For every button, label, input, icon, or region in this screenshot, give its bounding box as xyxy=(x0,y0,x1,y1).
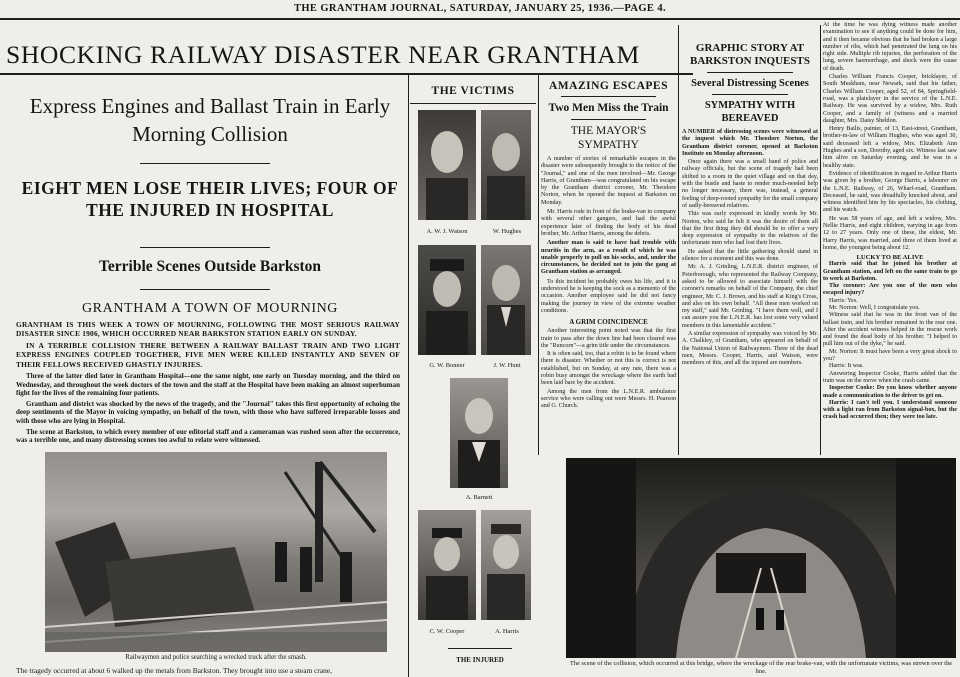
testimony-column xyxy=(823,22,957,422)
lucky-alive-title: LUCKY TO BE ALIVE xyxy=(856,254,924,262)
victim-name-bonner: G. W. Bonner xyxy=(429,362,465,369)
subheadline-town-mourning: GRANTHAM A TOWN OF MOURNING xyxy=(81,301,339,316)
portrait-watson-drawing xyxy=(418,110,476,220)
victim-name-cooper: C. W. Cooper xyxy=(429,628,465,635)
portrait-bonner-drawing xyxy=(418,245,476,355)
escapes-paragraph-1: A number of stories of remarkable escapes in the disaster were subsequently brought to the notice of the "Journal," and one of the men involved—Mr. George Harris, of Grantham—was congratulated on his escape by the Grantham district coroner, Mr. Theodore Norton, when he opened the inquest at Barkston on Monday. xyxy=(541,156,676,206)
injured-title: THE INJURED xyxy=(456,656,504,664)
column-rule-4 xyxy=(820,25,821,455)
victims-rule xyxy=(410,103,536,104)
wreck-photo-drawing xyxy=(45,452,387,652)
inquests-paragraph-5: Mr. A. J. Grinling, L.N.E.R. district engineer, of Peterborough, who represented the Railway Company, asked to be allowed to associate himself with the coroner's remarks on behalf of the Company, the chief engineer, Mr. C. J. Brown, and his staff at King's Cross, and also on his own behalf. "All these men worked on my staff," said Mr. Grinling. "I have them well, and I can assure you the L.N.E.R. has lost some very valued members in this lamentable accident." xyxy=(682,264,818,329)
victim-name-barnett: A. Barnett xyxy=(465,494,493,501)
inquests-subtitle: Several Distressing Scenes xyxy=(691,78,809,89)
sympathy-bereaved-title: SYMPATHY WITH BEREAVED xyxy=(704,100,796,124)
testimony-paragraph-12: Harris: It was. xyxy=(829,363,864,370)
testimony-paragraph-15: Harris: I can't tell you. I understand someone with a light ran from Barkston signal-box, but the crash had occurred then; they were too late. xyxy=(823,399,957,421)
testimony-paragraph-5: He was 58 years of age, and left a widow, Mrs. Nellie Harris, and eight children, varying in age from 12 to 27 years. Only one of these, the eldest, Mr. Harry Harris, was married, and three of them lived at home, the youngest being about 12. xyxy=(823,215,957,251)
portrait-cooper-drawing xyxy=(418,510,476,620)
divider-1 xyxy=(140,163,270,164)
testimony-paragraph-14: Inspector Cooke: Do you know whether anyone made a communication to the driver to get on. xyxy=(823,385,957,399)
injured-rule xyxy=(448,648,512,649)
testimony-paragraph-3: Henry Bailis, painter, of 13, East-street, Grantham, brother-in-law of William Hughes, who was aged 30, said deceased left a widow, Mrs. Elizabeth Ann Hughes and a son, Dorothy, aged six. Witness last saw him alive on Saturday evening, and he was in a healthy state. xyxy=(823,126,957,169)
masthead-rule xyxy=(0,18,960,20)
victim-portrait-harris xyxy=(481,510,531,620)
subheadline-express: Express Engines and Ballast Train in Early Morning Collision xyxy=(29,94,391,146)
article-paragraph-4: The scene at Barkston, to which every member of our editorial staff and a cameraman was rushed soon after the occurrence, was a terrible one, and many distressing scenes too awful to relate were witnessed. xyxy=(16,427,400,445)
divider-2 xyxy=(140,247,270,248)
escapes-paragraph-7: Among the men from the L.N.E.R. ambulance service who were calling out were Messrs. H. Pearson and G. Church. xyxy=(541,388,676,410)
escapes-paragraph-2: Mr. Harris rode in front of the brake-van in company with several other gangers, and had the awful experience later of finding the body of his dead brother, Mr. Arthur Harris, among the debris. xyxy=(541,209,676,237)
inquests-column xyxy=(682,42,818,368)
testimony-paragraph-1: At the time he was dying witness made another examination to see if anything could be done for him, and it then became obvious that he had broken a large number of ribs, which had penetrated the lung on his right side. Multiple rib injuries, the perforation of the lung, severe haemorrhage, and shock were the cause of death. xyxy=(823,22,957,72)
collision-scene-drawing xyxy=(566,458,956,658)
escapes-column xyxy=(541,80,676,411)
testimony-paragraph-10: Witness said that he was in the front van of the ballast train, and his brother remained in the rear one. After the accident witness helped in the rescue work and found the dead body of his brother. "I helped to pull him out of the dyke," he said. xyxy=(823,312,957,348)
mayor-sympathy-title: THE MAYOR'S SYMPATHY xyxy=(570,125,647,151)
subheadline-terrible-scenes: Terrible Scenes Outside Barkston xyxy=(98,258,322,275)
testimony-paragraph-2: Charles William Francis Cooper, bricklayer, of South Muskham, near Newark, said that his father, Charles William Cooper, aged 52, of 84, Springfield-road, was a platelayer in the service of the L.N.E. Railway. He was survived by a widow, Mrs. Ruth Cooper, and a family of (witness and a married daughter, Mrs. Daisy Sheldon. xyxy=(823,74,957,124)
testimony-paragraph-7: The coroner: Are you one of the men who escaped injury? xyxy=(823,283,957,297)
portrait-hughes-drawing xyxy=(481,110,531,220)
victim-portrait-hunt xyxy=(481,245,531,355)
escapes-title: AMAZING ESCAPES xyxy=(548,80,668,92)
lead-article xyxy=(16,320,400,445)
inquests-paragraph-1: A NUMBER of distressing scenes were witnessed at the inquest which Mr. Theodore Norton, the Grantham district coroner, opened at Barkston Institute on Monday afternoon. xyxy=(682,129,818,157)
lead-paragraph: GRANTHAM IS THIS WEEK A TOWN OF MOURNING, FOLLOWING THE MOST SERIOUS RAILWAY DISASTER SINCE 1906, WHICH OCCURRED NEAR BARKSTON STATION EARLY ON SUNDAY. xyxy=(16,320,400,339)
column-rule-1 xyxy=(408,75,409,677)
column-rule-2 xyxy=(538,75,539,455)
escapes-paragraph-5: Another interesting point noted was that the first train to pass after the down line had been cleared was the "Runcorn"—a grim title under the circumstances. xyxy=(541,328,676,349)
main-headline: SHOCKING RAILWAY DISASTER NEAR GRANTHAM xyxy=(6,40,640,69)
victims-title: THE VICTIMS xyxy=(431,85,515,97)
victim-portrait-bonner xyxy=(418,245,476,355)
article-paragraph-2: Three of the latter died later in Grantham Hospital—one the same night, one early on Tuesday morning, and the third on Wednesday, and throughout the week doctors of the town and the staff at the Hospital have been making an almost superhuman fight for the lives of the remaining four patients. xyxy=(16,372,400,398)
inquests-paragraph-3: This was early expressed in kindly words by Mr. Norton, who said he felt it was the desire of them all that the first thing they did should be to offer a very deep expression of sympathy to the relatives of the unfortunate men who had lost their lives. xyxy=(682,211,818,247)
testimony-paragraph-8: Harris: Yes. xyxy=(829,297,858,304)
inquests-paragraph-2: Once again there was a small band of police and railway officials, but the scene of tragedy had been shifted to a room in the quiet village and on that day, with the bustle and haste to render much-needed help no longer necessary, there was, instead, a general feeling of deep-rooted sympathy for the small company of sadly-bereaved relatives. xyxy=(682,159,818,209)
portrait-harris-drawing xyxy=(481,510,531,620)
wreck-photo xyxy=(45,452,387,652)
escapes-paragraph-4: To this incident he probably owes his life, and it is understood he is keeping the sock as a memento of the occasion. Another employee said he did not fancy making the journey in view of the extreme weather conditions. xyxy=(541,278,676,314)
column-rule-3 xyxy=(678,25,679,455)
inquests-paragraph-6: A similar expression of sympathy was voiced by Mr. A. Chalkley, of Grantham, who appeared on behalf of the National Union of Railwaymen. Three of the dead men, Messrs. Cooper, Harris, and Watson, were members of this, and all the injured are members. xyxy=(682,331,818,367)
subheadline-eight-men: EIGHT MEN LOSE THEIR LIVES; FOUR OF THE INJURED IN HOSPITAL xyxy=(21,178,399,220)
victim-portrait-hughes xyxy=(481,110,531,220)
bottom-text: The tragedy occurred at about 6 walked up the metals from Barkston. They brought into use a steam crane, xyxy=(16,666,332,675)
testimony-paragraph-6: Harris said that he joined his brother at Grantham station, and left on the same train to go to work at Barkston. xyxy=(823,261,957,282)
portrait-hunt-drawing xyxy=(481,245,531,355)
victim-name-harris: A. Harris xyxy=(495,628,519,635)
inquests-paragraph-4: He asked that the little gathering should stand in silence for a moment and this was done. xyxy=(682,248,818,263)
victim-name-hunt: J. W. Hunt xyxy=(493,362,521,369)
victim-name-watson: A. W. J. Watson xyxy=(426,228,468,235)
masthead: THE GRANTHAM JOURNAL, SATURDAY, JANUARY 25, 1936.—PAGE 4. xyxy=(293,3,667,14)
inquests-title: GRAPHIC STORY AT BARKSTON INQUESTS xyxy=(690,42,810,67)
grim-coincidence-title: A GRIM COINCIDENCE xyxy=(569,318,648,327)
headline-rule xyxy=(0,73,693,75)
victim-portrait-cooper xyxy=(418,510,476,620)
testimony-paragraph-13: Answering Inspector Cooke, Harris added that the train was on the move when the crash came. xyxy=(823,370,957,384)
testimony-paragraph-4: Evidence of identification in regard to Arthur Harris was given by a brother, George Harris, a labourer on the L.N.E. Railway, of 26, Wharf-road, Grantham. Deceased, he said, was dreadfully knocked about, and witness identified him by his spectacles, his clothing, and his watch. xyxy=(823,170,957,214)
victim-name-hughes: W. Hughes xyxy=(492,228,522,235)
escapes-paragraph-3: Another man is said to have had trouble with neuritis in the arm, as a result of which he was unable properly to pull on his socks, and, under the circumstances, he decided not to join the gang at Grantham station as arranged. xyxy=(541,240,676,276)
wreck-photo-caption: Railwaymen and police searching a wrecked truck after the smash. xyxy=(125,654,307,661)
testimony-paragraph-11: Mr. Norton: It must have been a very great shock to you? xyxy=(823,348,957,363)
divider-3 xyxy=(140,289,270,290)
victim-portrait-barnett xyxy=(450,378,508,488)
collision-scene-photo xyxy=(566,458,956,658)
portrait-barnett-drawing xyxy=(450,378,508,488)
victim-portrait-watson xyxy=(418,110,476,220)
collision-photo-caption: The scene of the collision, which occurred at this bridge, where the wreckage of the rear brake-van, with the unfortunate victims, was strewn over the line. xyxy=(569,660,953,675)
escapes-subtitle: Two Men Miss the Train xyxy=(548,102,669,114)
testimony-paragraph-9: Mr. Norton: Well, I congratulate you. xyxy=(829,304,920,311)
escapes-paragraph-6: It is often said, too, that a robin is to be found where there is disaster. Whether or not this is correct is not established, but on Sunday, at any rate, there was a robin busy amongst the wreckage where the earth had been laid bare by the accident. xyxy=(541,351,676,387)
article-paragraph-3: Grantham and district was shocked by the news of the tragedy, and the "Journal" takes this first opportunity of echoing the deep sentiments of the Mayor in voicing sympathy, on behalf of the town, with those who have suffered irreparable losses and with those who are lying in Hospital. xyxy=(16,399,400,425)
article-paragraph-1: IN A TERRIBLE COLLISION THERE BETWEEN A RAILWAY BALLAST TRAIN AND TWO LIGHT EXPRESS ENGINES COUPLED TOGETHER, FIVE MEN WERE KILLED INSTANTLY AND SEVEN OF THEIR FELLOWS RECEIVED GHASTLY INJURIES. xyxy=(16,340,400,369)
